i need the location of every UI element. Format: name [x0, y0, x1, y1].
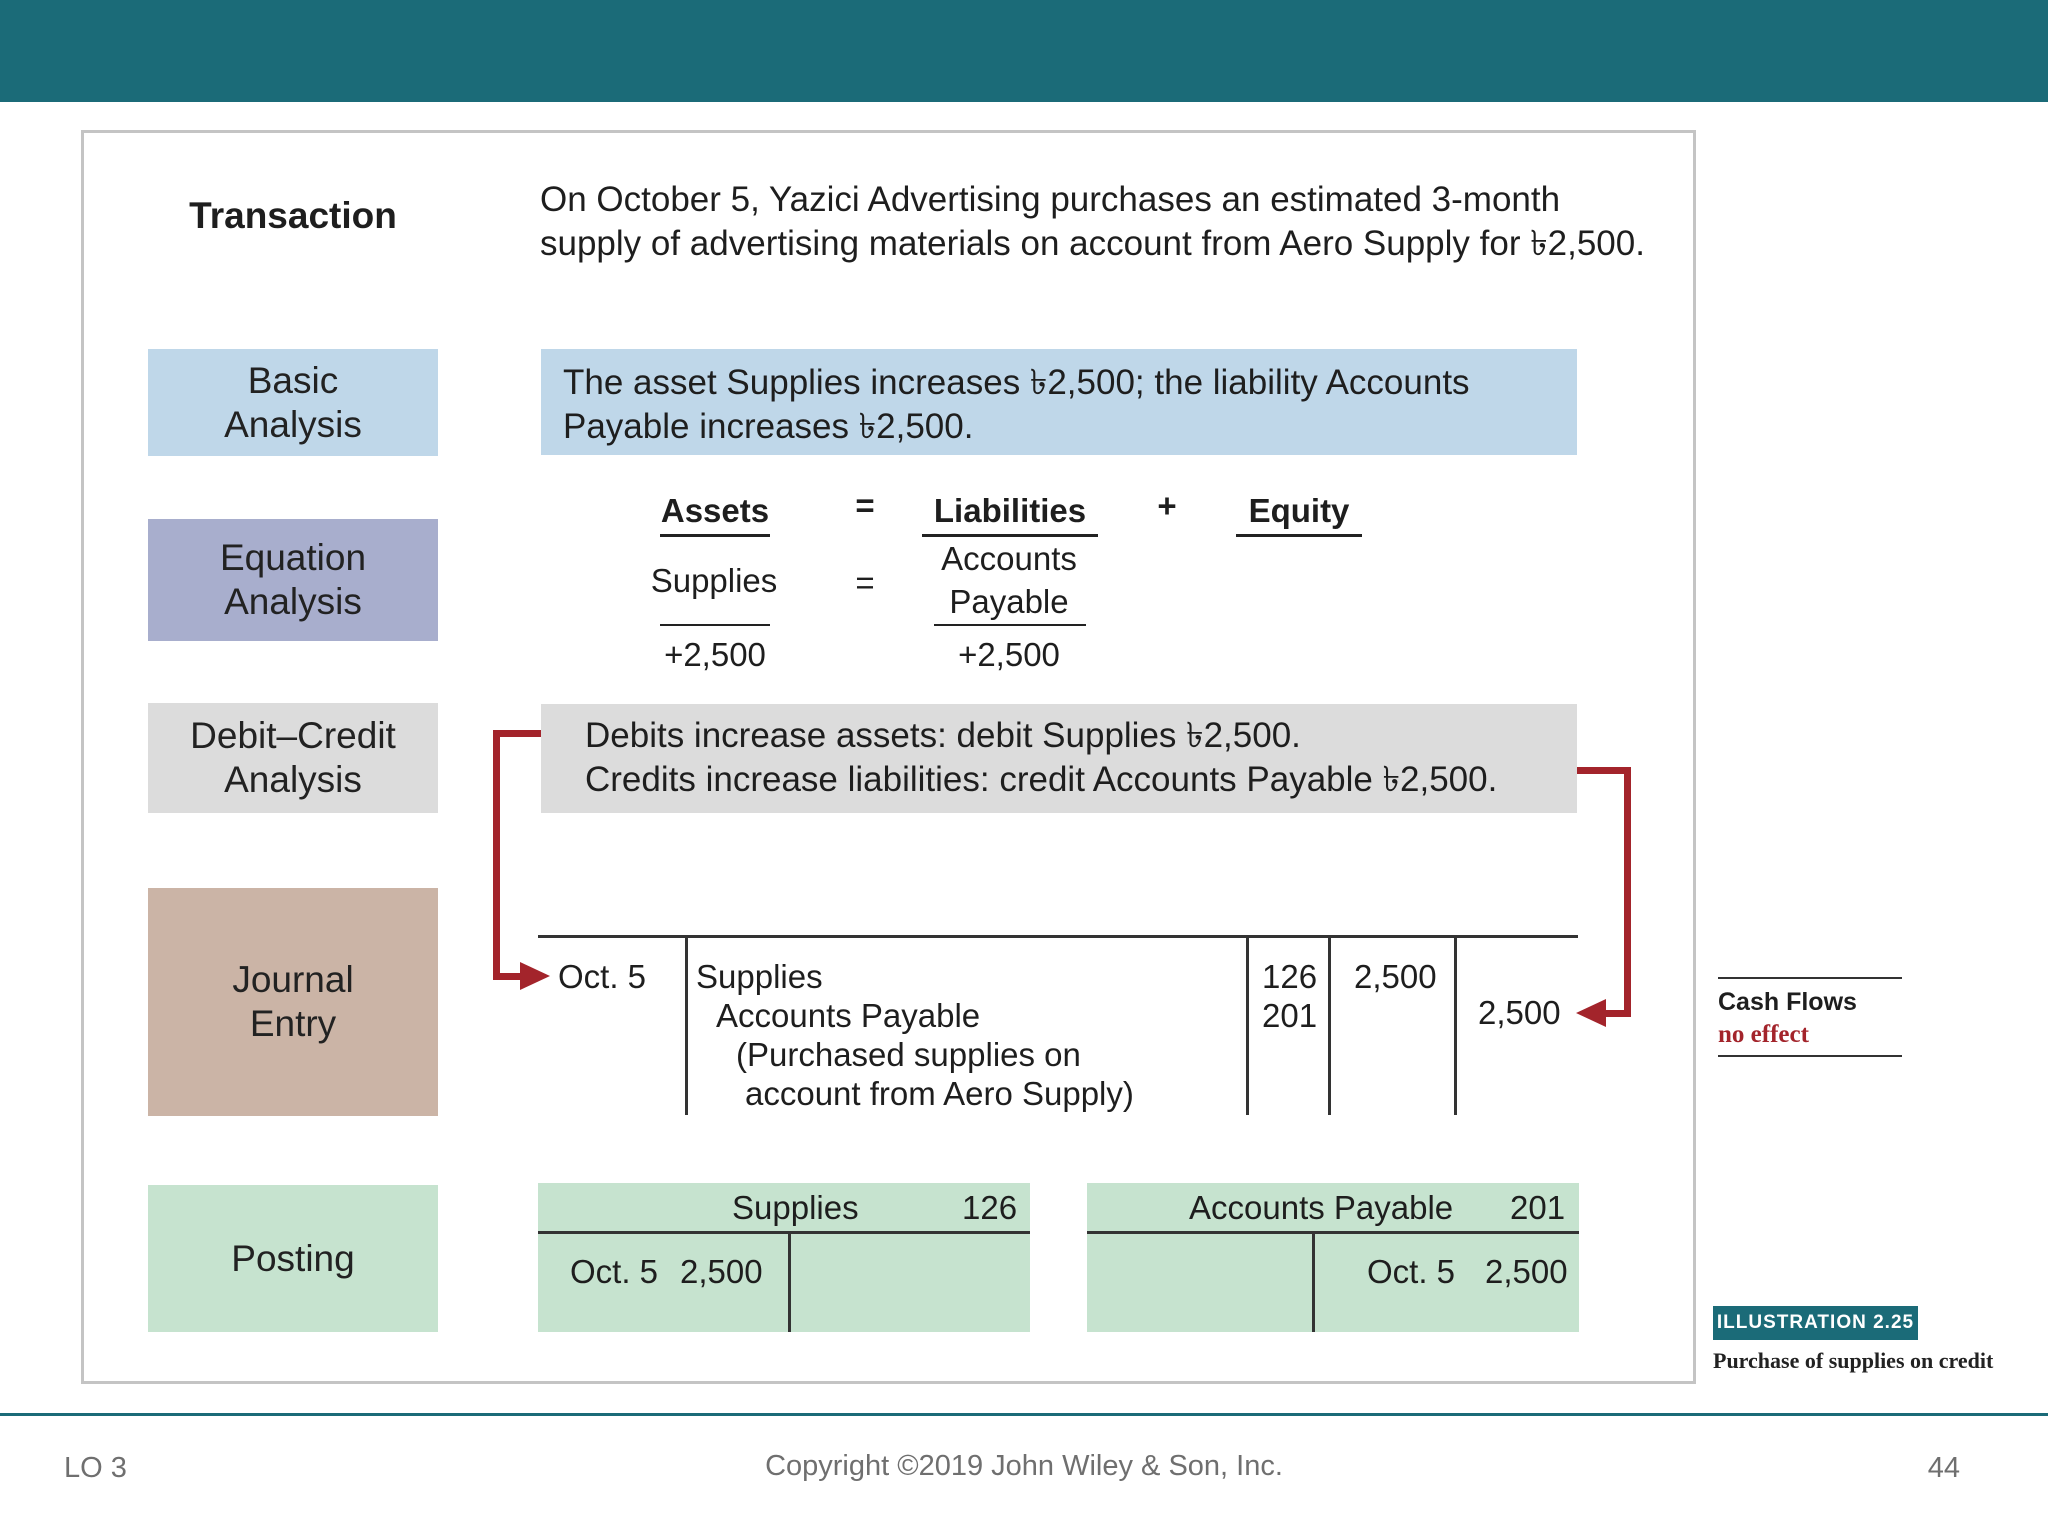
transaction-text: On October 5, Yazici Advertising purchases an estimated 3-month supply of advertising materials on account from Aero Supply for ৳2,500.: [540, 180, 1645, 263]
journal-ref-credit: 201: [1262, 997, 1318, 1034]
footer-rule: [0, 1413, 2048, 1416]
journal-date: Oct. 5: [558, 958, 647, 995]
basic-analysis-label: Basic Analysis: [148, 349, 438, 456]
supplies-t-amount: 2,500: [680, 1253, 763, 1290]
credit-rule-text: Credits increase liabilities: credit Accounts Payable ৳2,500.: [585, 760, 1498, 799]
journal-credit-account: Accounts Payable: [716, 997, 981, 1034]
arrow-left-icon: [1576, 999, 1606, 1027]
payable-amount: +2,500: [958, 636, 1060, 673]
illustration-caption: Purchase of supplies on credit: [1713, 1348, 1994, 1373]
assets-underline: [660, 534, 770, 537]
payable-t-title: Accounts Payable: [1189, 1189, 1454, 1226]
journal-debit-amount: 2,500: [1354, 958, 1437, 995]
accounts-payable-line2: Payable: [949, 583, 1069, 620]
journal-ref-debit: 126: [1262, 958, 1318, 995]
cash-flows-top-rule: [1718, 977, 1902, 979]
cash-flows-value: no effect: [1718, 1021, 1809, 1048]
payable-t-number: 201: [1510, 1189, 1566, 1226]
journal-top-rule: [538, 935, 1578, 938]
supplies-amount: +2,500: [664, 636, 766, 673]
posting-label: Posting: [148, 1185, 438, 1332]
liabilities-heading: Liabilities: [933, 492, 1087, 529]
equals-sign-2: =: [855, 564, 875, 601]
supplies-t-account: [538, 1183, 1030, 1332]
accounts-payable-t-account: [1087, 1183, 1579, 1332]
supplies-t-number: 126: [962, 1189, 1018, 1226]
plus-sign: +: [1157, 487, 1177, 524]
journal-entry-label: Journal Entry: [148, 888, 438, 1116]
payable-t-date: Oct. 5: [1367, 1253, 1456, 1290]
supplies-t-date: Oct. 5: [570, 1253, 659, 1290]
equity-underline: [1236, 534, 1362, 537]
assets-heading: Assets: [660, 492, 770, 529]
payable-t-amount: 2,500: [1485, 1253, 1568, 1290]
equals-sign: =: [855, 487, 875, 524]
cash-flows-title: Cash Flows: [1718, 988, 1857, 1016]
equation-analysis-label: Equation Analysis: [148, 519, 438, 641]
journal-debit-account: Supplies: [696, 958, 823, 995]
transaction-label: Transaction: [189, 195, 397, 236]
journal-explanation-1: (Purchased supplies on: [736, 1036, 1081, 1073]
learning-objective: LO 3: [64, 1452, 127, 1484]
liabilities-underline: [922, 534, 1098, 537]
journal-explanation-2: account from Aero Supply): [745, 1075, 1134, 1112]
supplies-account: Supplies: [650, 562, 778, 599]
header-bar: [0, 0, 2048, 102]
illustration-badge: ILLUSTRATION 2.25: [1713, 1306, 1918, 1340]
debit-credit-text: [541, 704, 1577, 813]
debit-rule-text: Debits increase assets: debit Supplies ৳2,500.: [585, 716, 1301, 755]
equity-heading: Equity: [1248, 492, 1350, 529]
cash-flows-bottom-rule: [1718, 1055, 1902, 1057]
debit-credit-analysis-label: Debit–Credit Analysis: [148, 703, 438, 813]
payable-rule: [934, 624, 1086, 626]
accounts-payable-line1: Accounts: [941, 540, 1077, 577]
journal-credit-amount: 2,500: [1478, 994, 1561, 1031]
copyright: Copyright ©2019 John Wiley & Son, Inc.: [765, 1450, 1283, 1482]
supplies-rule: [660, 624, 770, 626]
basic-analysis-text: The asset Supplies increases ৳2,500; the liability Accounts Payable increases ৳2,500.: [541, 349, 1577, 455]
supplies-t-title: Supplies: [732, 1189, 859, 1226]
page-number: 44: [1927, 1452, 1960, 1484]
arrow-right-icon: [520, 962, 550, 990]
